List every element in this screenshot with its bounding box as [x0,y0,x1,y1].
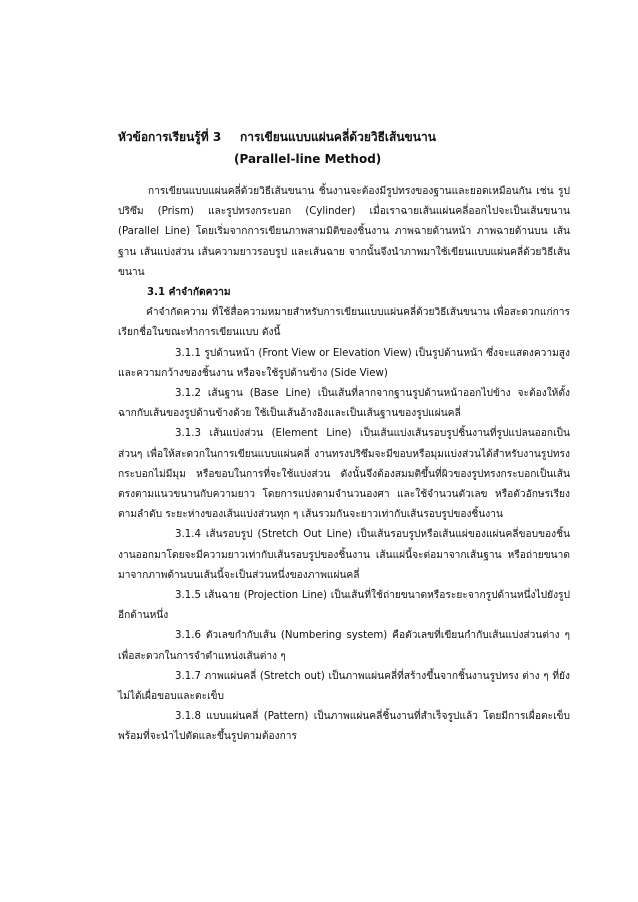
lesson-title-main: การเขียนแบบแผ่นคลี่ด้วยวิธีเส้นขนาน [240,130,436,144]
definition-item: 3.1.6 ตัวเลขกำกับเส้น (Numbering system) คือตัวเลขที่เขียนกำกับเส้นแบ่งส่วนต่าง ๆ เพื่อสะดวกในการจำตำแหน่งเส้นต่าง ๆ [118,630,570,662]
definition-item: 3.1.5 เส้นฉาย (Projection Line) เป็นเส้นที่ใช้ถ่ายขนาดหรือระยะจากรูปด้านหนึ่งไปยังรูปอีกด้านหนึ่ง [118,590,570,622]
section-heading: 3.1 คำจำกัดความ [147,287,231,299]
definition-item: 3.1.4 เส้นรอบรูป (Stretch Out Line) เป็นเส้นรอบรูปหรือเส้นแผ่ของแผ่นคลี่ขอบของชิ้นงานออกมาโดยจะมีความยาวเท่ากับเส้นรอบรูปของชิ้นงาน เส้นแผ่นี้จะต่อมาจากเส้นฐาน หรือถ่ายขนาดมาจากภาพด้านบนเส้นนี้จะเป็นส่วนหนึ่งของภาพแผ่นคลี่ [118,529,570,581]
definition-item: 3.1.3 เส้นแบ่งส่วน (Element Line) เป็นเส้นแบ่งเส้นรอบรูปชิ้นงานที่รูปแปลนออกเป็นส่วนๆ เพื่อให้สะดวกในการเขียนแบบแผ่นคลี่ งานทรงปริซึมจะมีขอบหรือมุมแบ่งส่วนได้สำหรับงานรูปทรงกระบอกไม่มีมุม หรือขอบในการที่จะใช้แบ่งส่วน ดังนั้นจึงต้องสมมติขึ้นที่ผิวของรูปทรงกระบอกเป็นเส้นตรงตามแนวขนานกับความยาว โดยการแบ่งตามจำนวนองศา และใช้จำนวนตัวเลข หรือตัวอักษรเรียงตามลำดับ ระยะห่างของเส้นแบ่งส่วนทุก ๆ เส้นรวมกันจะยาวเท่ากับเส้นรอบรูปของชิ้นงาน [118,428,570,521]
definition-item: 3.1.2 เส้นฐาน (Base Line) เป็นเส้นที่ลากจากฐานรูปด้านหน้าออกไปข้าง จะต้องให้ตั้งฉากกับเส้นของรูปด้านข้างด้วย ใช้เป็นเส้นอ้างอิงและเป็นเส้นฐานของรูปแผ่นคลี่ [118,388,570,420]
definition-paragraph: คำจำกัดความ ที่ใช้สื่อความหมายสำหรับการเขียนแบบแผ่นคลี่ด้วยวิธีเส้นขนาน เพื่อสะดวกแก่การเรียกชื่อในขณะทำการเขียนแบบ ดังนี้ [118,307,570,339]
document-body [118,182,570,748]
intro-paragraph: การเขียนแบบแผ่นคลี่ด้วยวิธีเส้นขนาน ชิ้นงานจะต้องมีรูปทรงของฐานและยอดเหมือนกัน เช่น รูปปริซึม (Prism) และรูปทรงกระบอก (Cylinder) เมื่อเราฉายเส้นแผ่นคลี่ออกไปจะเป็นเส้นขนาน (Parallel Line) โดยเริ่มจากการเขียนภาพสามมิติของชิ้นงาน ภาพฉายด้านหน้า ภาพฉายด้านบน เส้นฐาน เส้นแบ่งส่วน เส้นความยาวรอบรูป และเส้นฉาย จากนั้นจึงนำภาพมาใช้เขียนแบบแผ่นคลี่ด้วยวิธีเส้นขนาน [118,186,570,278]
definition-item: 3.1.1 รูปด้านหน้า (Front View or Elevation View) เป็นรูปด้านหน้า ซึ่งจะแสดงความสูงและความกว้างของชิ้นงาน หรือจะใช้รูปด้านข้าง (Side View) [118,347,570,379]
lesson-subtitle: (Parallel-line Method) [234,152,382,166]
lesson-title [118,126,578,148]
definition-item: 3.1.8 แบบแผ่นคลี่ (Pattern) เป็นภาพแผ่นคลี่ชิ้นงานที่สำเร็จรูปแล้ว โดยมีการเผื่อตะเข็บพร้อมที่จะนำไปตัดและขึ้นรูปตามต้องการ [118,711,570,743]
definition-item: 3.1.7 ภาพแผ่นคลี่ (Stretch out) เป็นภาพแผ่นคลี่ที่สร้างขึ้นจากชิ้นงานรูปทรง ต่าง ๆ ที่ยังไม่ได้เผื่อขอบและตะเข็บ [118,670,570,703]
lesson-number: หัวข้อการเรียนรู้ที่ 3 [118,130,222,144]
lesson-title-block [118,126,578,170]
